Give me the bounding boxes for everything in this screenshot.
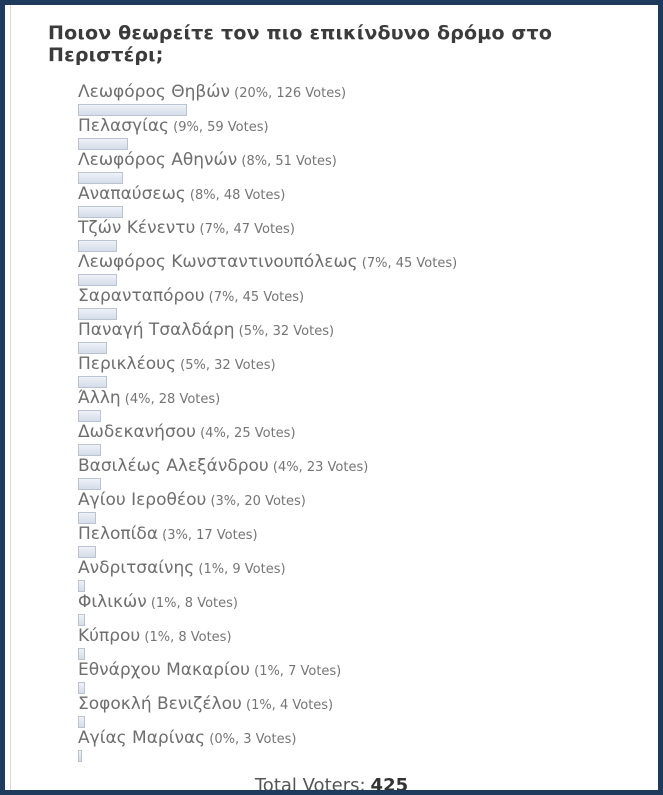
option-bar [78,614,85,626]
option-bar [78,444,101,456]
option-label [78,117,658,137]
poll-options [78,83,658,762]
option-label [78,219,658,239]
option-votes: (5%, 32 Votes) [176,358,276,373]
option-bar [78,682,85,694]
total-voters [5,775,658,795]
option-label [78,321,658,341]
option-label [78,355,658,375]
poll-option [78,185,658,218]
option-name: Άλλη [78,388,121,408]
option-votes: (8%, 51 Votes) [237,154,337,169]
option-label [78,83,658,103]
option-bar [78,512,96,524]
poll-option [78,457,658,490]
left-divider [10,5,11,790]
option-name: Δωδεκανήσου [78,422,196,442]
option-bar [78,308,117,320]
option-bar [78,410,101,422]
option-bar [78,104,187,116]
option-votes: (7%, 45 Votes) [357,256,458,271]
option-votes: (9%, 59 Votes) [169,120,269,135]
option-label [78,457,658,477]
option-label [78,253,658,273]
option-votes: (1%, 8 Votes) [140,630,232,645]
option-bar [78,240,117,252]
poll-option [78,287,658,320]
option-votes: (3%, 20 Votes) [206,494,306,509]
poll-option [78,491,658,524]
option-votes: (5%, 32 Votes) [234,324,335,339]
poll-option [78,423,658,456]
option-bar [78,478,101,490]
option-label [78,627,658,647]
option-label [78,661,658,681]
total-voters-count: 425 [370,775,409,795]
option-votes: (7%, 45 Votes) [204,290,305,305]
option-votes: (1%, 7 Votes) [249,664,342,679]
option-name: Παναγή Τσαλδάρη [78,320,235,340]
option-name: Φιλικών [78,592,147,612]
option-votes: (20%, 126 Votes) [229,86,347,101]
option-label [78,287,658,307]
option-name: Εθνάρχου Μακαρίου [78,660,250,680]
option-bar [78,716,85,728]
option-label [78,423,658,443]
option-name: Ανδριτσαίνης [78,558,195,578]
option-votes: (1%, 4 Votes) [241,698,334,713]
poll-option [78,219,658,252]
option-label [78,389,658,409]
poll-option [78,117,658,150]
option-label [78,151,658,171]
poll-option [78,151,658,184]
option-name: Τζών Κένεντυ [78,218,196,238]
poll-option [78,389,658,422]
option-votes: (4%, 28 Votes) [120,392,221,407]
option-name: Περικλέους [78,354,176,374]
option-votes: (1%, 8 Votes) [146,596,238,611]
option-label [78,491,658,511]
option-bar [78,580,85,592]
option-bar [78,750,82,762]
option-name: Σαρανταπόρου [78,286,205,306]
poll-question: Ποιον θεωρείτε τον πιο επικίνδυνο δρόμο στο Περιστέρι; [48,22,553,66]
option-bar [78,274,117,286]
poll-option [78,695,658,728]
option-name: Αγίας Μαρίνας [78,728,206,748]
poll-option [78,661,658,694]
option-votes: (4%, 23 Votes) [268,460,369,475]
option-name: Λεωφόρος Αθηνών [78,150,238,170]
poll-option [78,253,658,286]
poll-option [78,729,658,762]
option-votes: (0%, 3 Votes) [205,732,297,747]
option-votes: (8%, 48 Votes) [185,188,286,203]
option-name: Πελοπίδα [78,524,159,544]
option-label [78,593,658,613]
total-voters-label: Total Voters: [254,775,366,795]
poll-option [78,321,658,354]
option-name: Λεωφόρος Κωνσταντινουπόλεως [78,252,358,272]
option-name: Σοφοκλή Βενιζέλου [78,694,242,714]
poll-option [78,355,658,388]
poll-option [78,593,658,626]
option-votes: (4%, 25 Votes) [195,426,296,441]
poll-option [78,627,658,660]
poll-option [78,525,658,558]
option-bar [78,648,85,660]
option-bar [78,206,123,218]
option-name: Πελασγίας [78,116,170,136]
poll-option [78,83,658,116]
option-bar [78,546,96,558]
option-name: Βασιλέως Αλεξάνδρου [78,456,269,476]
poll-option [78,559,658,592]
option-bar [78,342,107,354]
option-label [78,559,658,579]
option-votes: (7%, 47 Votes) [195,222,295,237]
option-label [78,729,658,749]
option-votes: (1%, 9 Votes) [194,562,286,577]
option-name: Αγίου Ιεροθέου [78,490,207,510]
option-bar [78,172,123,184]
option-bar [78,376,107,388]
option-name: Κύπρου [78,626,141,646]
option-name: Λεωφόρος Θηβών [78,82,230,102]
option-bar [78,138,128,150]
option-label [78,525,658,545]
option-label [78,695,658,715]
option-votes: (3%, 17 Votes) [158,528,258,543]
option-name: Αναπαύσεως [78,184,186,204]
option-label [78,185,658,205]
